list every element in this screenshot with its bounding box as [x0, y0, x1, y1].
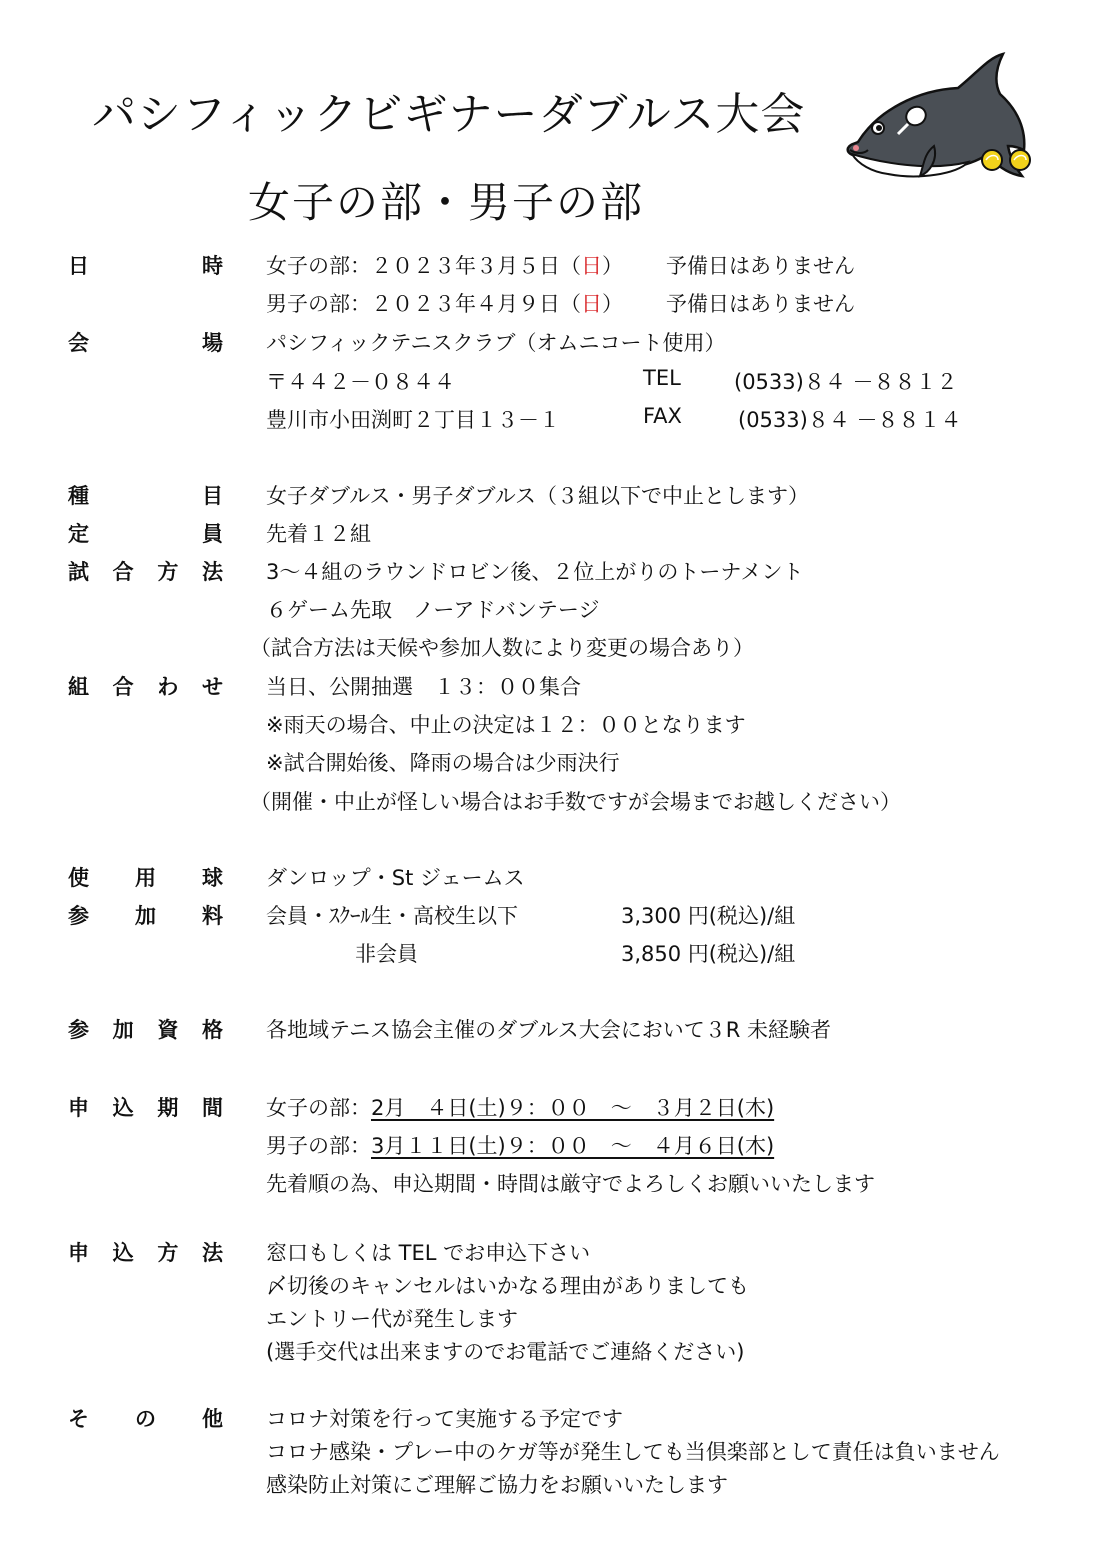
- entry-period-women: 女子の部：2月 ４日(土)９：００ ～ ３月２日(木): [266, 1096, 775, 1120]
- entry-period-note: 先着順の為、申込期間・時間は厳守でよろしくお願いいたします: [266, 1172, 875, 1196]
- schedule-women-note: 予備日はありません: [666, 254, 855, 278]
- schedule-men: 男子の部：２０２３年４月９日（日）: [266, 292, 623, 316]
- draw-note: （開催・中止が怪しい場合はお手数ですが会場までお越しください）: [250, 790, 901, 814]
- entry-method-line2: 〆切後のキャンセルはいかなる理由がありましても: [266, 1274, 749, 1298]
- page-subtitle: 女子の部・男子の部: [248, 178, 645, 227]
- label-other: そ の 他: [68, 1407, 223, 1431]
- label-capacity: 定 員: [68, 522, 223, 546]
- draw-line1: 当日、公開抽選 １３：００集合: [266, 675, 581, 699]
- venue-tel-label: TEL: [643, 366, 681, 390]
- format-note: （試合方法は天候や参加人数により変更の場合あり）: [250, 636, 754, 660]
- other-line3: 感染防止対策にご理解ご協力をお願いいたします: [266, 1473, 728, 1497]
- fee-nonmember-label: 非会員: [355, 942, 418, 966]
- venue-tel: (0533)８４ －８８１２: [734, 370, 958, 394]
- label-draw: 組 合 わ せ: [68, 675, 223, 699]
- fee-member-label: 会員・ｽｸｰﾙ生・高校生以下: [266, 904, 518, 928]
- draw-line2: ※雨天の場合、中止の決定は１２：００となります: [266, 713, 746, 737]
- entry-period-men: 男子の部：3月１１日(土)９：００ ～ ４月６日(木): [266, 1134, 775, 1158]
- fee-nonmember-price: 3,850 円(税込)/組: [621, 942, 796, 966]
- label-entry-period: 申 込 期 間: [68, 1096, 223, 1120]
- format-line1: 3～４組のラウンドロビン後、２位上がりのトーナメント: [266, 560, 804, 584]
- draw-line3: ※試合開始後、降雨の場合は少雨決行: [266, 751, 620, 775]
- label-format: 試 合 方 法: [68, 560, 223, 584]
- label-ball: 使 用 球: [68, 866, 223, 890]
- capacity-text: 先着１２組: [266, 522, 371, 546]
- label-fee: 参 加 料: [68, 904, 223, 928]
- label-schedule: 日 時: [68, 254, 223, 278]
- event-text: 女子ダブルス・男子ダブルス（３組以下で中止とします）: [266, 484, 810, 508]
- venue-fax: (0533)８４ －８８１４: [738, 408, 962, 432]
- venue-fax-label: FAX: [643, 404, 682, 428]
- page-title: パシフィックビギナーダブルス大会: [92, 89, 806, 140]
- venue-address: 豊川市小田渕町２丁目１３－１: [266, 408, 560, 432]
- venue-postal: 〒４４２－０８４４: [266, 370, 455, 394]
- entry-method-line4: (選手交代は出来ますのでお電話でご連絡ください): [266, 1340, 745, 1364]
- ball-text: ダンロップ・St ジェームス: [266, 866, 525, 890]
- dolphin-mascot-icon: [838, 50, 1038, 190]
- entry-method-line1: 窓口もしくは TEL でお申込下さい: [266, 1241, 591, 1265]
- eligibility-text: 各地域テニス協会主催のダブルス大会において３R 未経験者: [266, 1018, 831, 1042]
- label-eligibility: 参 加 資 格: [68, 1018, 223, 1042]
- label-event: 種 目: [68, 484, 223, 508]
- format-line2: ６ゲーム先取 ノーアドバンテージ: [266, 598, 600, 622]
- fee-member-price: 3,300 円(税込)/組: [621, 904, 796, 928]
- other-line1: コロナ対策を行って実施する予定です: [266, 1407, 623, 1431]
- schedule-women: 女子の部：２０２３年３月５日（日）: [266, 254, 623, 278]
- entry-method-line3: エントリー代が発生します: [266, 1307, 518, 1331]
- label-venue: 会 場: [68, 331, 223, 355]
- schedule-men-note: 予備日はありません: [666, 292, 855, 316]
- label-entry-method: 申 込 方 法: [68, 1241, 223, 1265]
- venue-name: パシフィックテニスクラブ（オムニコート使用）: [266, 331, 726, 355]
- other-line2: コロナ感染・プレー中のケガ等が発生しても当倶楽部として責任は負いません: [266, 1440, 1000, 1464]
